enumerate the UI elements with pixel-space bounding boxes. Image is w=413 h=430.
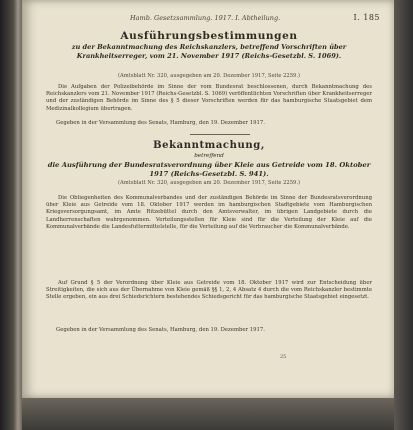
section-divider: [190, 134, 250, 135]
page-edge-shadow: [394, 0, 413, 430]
section1-subtitle: zu der Bekanntmachung des Reichskanzlers, betreffend Vorschriften über Krankheitserreger, vom 21. November 1917 (Reichs-Gesetzbl. S. 1069).: [71, 43, 347, 60]
section2-body-paragraph-2: Auf Grund § 5 der Verordnung über Kleie aus Getreide vom 18. Oktober 1917 wird zur Entscheidung über Streitigkeiten, die sich aus der Übernahme von Kleie gemäß §§ 1, 2, 4 Absatz 4 durch die vom Reichskanzler bestimmte Stelle ergeben, ein aus drei Schiedsrichtern bestehendes Schiedsgericht für das hamburgische Staatsgebiet eingesetzt.: [46, 280, 372, 301]
page-number: I. 185: [353, 13, 380, 22]
section1-title: Ausführungsbestimmungen: [120, 30, 298, 42]
section2-title-sub: betreffend: [194, 153, 224, 159]
book-spine: [14, 0, 22, 430]
section1-body: Die Aufgaben der Polizeibehörde im Sinne der vom Bundesrat beschlossenen, durch Bekanntmachung des Reichskanzlers vom 21. November 1917 (Reichs-Gesetzbl. S. 1069) veröffentlichten Vorschriften über Krankheitserreger und der zuständigen Behörde im Sinne des § 5 dieser Vorschriften werden für das hamburgische Staatsgebiet dem Medizinalkollegium übertragen.: [46, 84, 372, 112]
running-header: [38, 14, 380, 28]
section2-subtitle: die Ausführung der Bundesratsverordnung über Kleie aus Getreide vom 18. Oktober 1917 (Reichs-Gesetzbl. S. 941).: [47, 161, 371, 178]
section1-reference: (Amtsblatt Nr. 320, ausgegeben am 20. Dezember 1917, Seite 2259.): [117, 73, 301, 79]
section2-title: Bekanntmachung,: [153, 140, 265, 151]
document-page: [22, 0, 394, 398]
page-bottom-shadow: [22, 398, 394, 430]
section2-body-paragraph-1: Die Obliegenheiten des Kommunalverbandes und der zuständigen Behörde im Sinne der Bundesratsverordnung über Kleie aus Getreide vom 18. Oktober 1917 werden im hamburgischen Stadtgebiete vom Hamburgischen Kriegsversorgungsamt, im Amte Ritzebüttel durch den Amtsverwalter, im übrigen Landgebiete durch die Landherrenschaften wahrgenommen. Verteilungsstellen für Kleie sind für die Verteilung der Kleie auf die Kommunalverbände die Landesfuttermittelstelle, für die Verteilung auf die Verbraucher die Kommunalverbände.: [46, 195, 372, 230]
signature-mark: 25: [280, 354, 287, 360]
section2-signature: Gegeben in der Versammlung des Senats, Hamburg, den 19. Dezember 1917.: [56, 327, 265, 333]
section1-signature: Gegeben in der Versammlung des Senats, Hamburg, den 19. Dezember 1917.: [56, 120, 265, 126]
header-title: Hamb. Gesetzsammlung. 1917. I. Abtheilung.: [130, 14, 281, 22]
section2-reference: (Amtsblatt Nr. 320, ausgegeben am 20. Dezember 1917, Seite 2259.): [117, 180, 301, 186]
